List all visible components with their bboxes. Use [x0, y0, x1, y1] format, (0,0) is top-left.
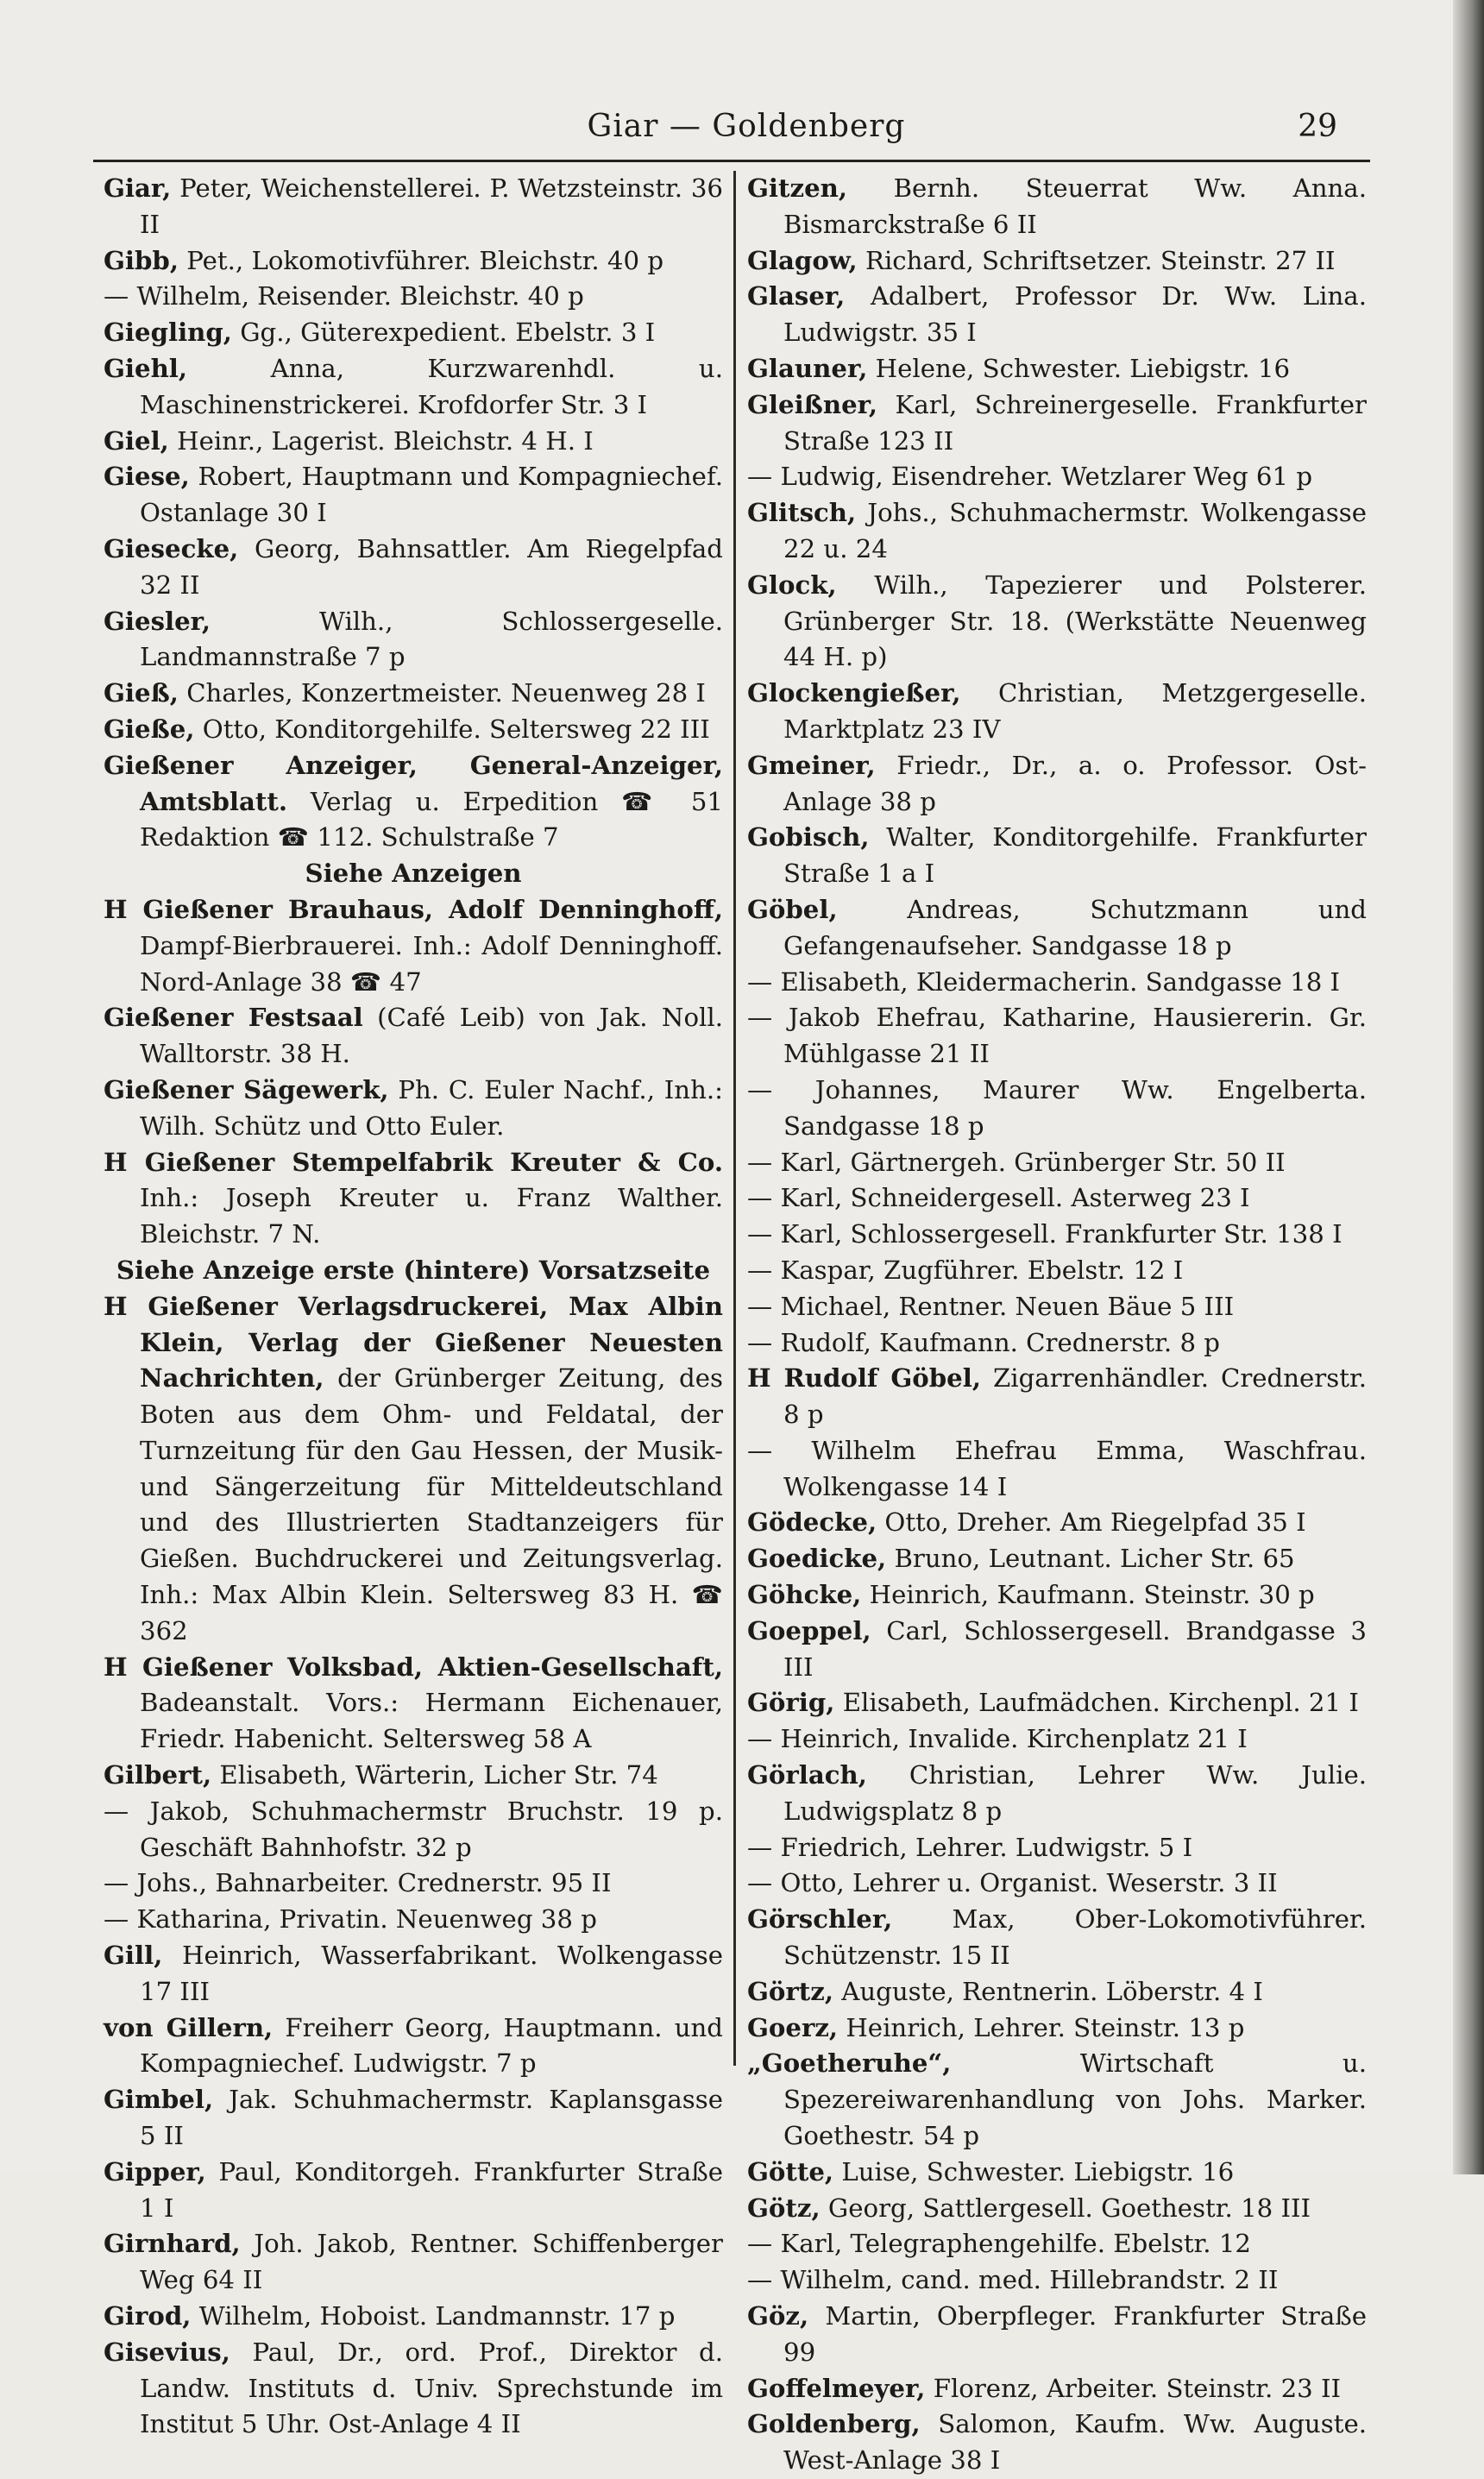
- entry-details: Elisabeth, Laufmädchen. Kirchenpl. 21 I: [834, 1688, 1359, 1718]
- directory-entry: [104, 2299, 723, 2335]
- entry-details: Verlag u. Erpedition ☎ 51 Redaktion ☎ 112. Schulstraße 7: [140, 786, 723, 853]
- entry-details: Wilh., Schlossergeselle. Landmannstraße 7 p: [140, 606, 723, 672]
- directory-entry: [104, 1253, 723, 1289]
- entry-name: Gobisch,: [747, 822, 870, 853]
- directory-entry: [104, 532, 723, 604]
- entry-details: — Wilhelm, Reisender. Bleichstr. 40 p: [104, 281, 584, 311]
- directory-entry: [747, 1000, 1367, 1073]
- entry-details: Karl, Schreinergeselle. Frankfurter Straße 123 II: [783, 389, 1367, 456]
- entry-details: Luise, Schwester. Liebigstr. 16: [833, 2156, 1235, 2186]
- entry-name: Gipper,: [104, 2156, 206, 2186]
- directory-entry: [104, 315, 723, 351]
- entry-details: — Ludwig, Eisendreher. Wetzlarer Weg 61 p: [747, 462, 1313, 492]
- entry-name: Glaser,: [747, 281, 846, 311]
- entry-details: Max, Ober-Lokomotivführer. Schützenstr. 15 II: [783, 1904, 1367, 1971]
- directory-entry: [104, 856, 723, 892]
- entry-name: Girnhard,: [104, 2229, 241, 2259]
- directory-entry: [747, 965, 1367, 1001]
- entry-details: Richard, Schriftsetzer. Steinstr. 27 II: [857, 245, 1336, 275]
- entry-details: — Jakob, Schuhmachermstr Bruchstr. 19 p. Geschäft Bahnhofstr. 32 p: [104, 1796, 723, 1862]
- directory-entry: [104, 2082, 723, 2155]
- directory-entry: [747, 1073, 1367, 1145]
- directory-entry: [104, 2226, 723, 2299]
- entry-details: Otto, Dreher. Am Riegelpfad 35 I: [877, 1507, 1306, 1538]
- directory-entry: [104, 1650, 723, 1758]
- entry-name: Goeppel,: [747, 1615, 871, 1645]
- entry-details: — Johannes, Maurer Ww. Engelberta. Sandgasse 18 p: [747, 1074, 1367, 1141]
- entry-details: Heinrich, Lehrer. Steinstr. 13 p: [838, 2012, 1245, 2042]
- directory-entry: [104, 676, 723, 712]
- directory-entry: [104, 2010, 723, 2083]
- entry-details: Elisabeth, Wärterin, Licher Str. 74: [211, 1760, 658, 1790]
- entry-name: Giar,: [104, 173, 172, 203]
- entry-name: Göz,: [747, 2301, 809, 2331]
- entry-details: Wilhelm, Hoboist. Landmannstr. 17 p: [191, 2301, 676, 2331]
- header-rule: [93, 160, 1370, 162]
- directory-entry: [104, 604, 723, 676]
- entry-name: H Gießener Verlagsdruckerei, Max Albin Klein, Verlag der Gießener Neuesten Nachrichten,: [104, 1291, 723, 1394]
- page-number: 29: [1298, 109, 1337, 144]
- entry-name: Giese,: [104, 462, 190, 492]
- entry-details: — Karl, Schneidergesell. Asterweg 23 I: [747, 1183, 1250, 1213]
- entry-name: von Gillern,: [104, 2012, 274, 2042]
- entry-details: — Friedrich, Lehrer. Ludwigstr. 5 I: [747, 1832, 1193, 1862]
- directory-entry: [747, 1361, 1367, 1433]
- page-title: Giar — Goldenberg: [587, 109, 906, 144]
- directory-entry: [104, 1000, 723, 1073]
- right-column: [747, 171, 1367, 2479]
- directory-entry: [747, 1577, 1367, 1614]
- entry-details: Heinr., Lagerist. Bleichstr. 4 H. I: [168, 425, 594, 456]
- entry-details: — Wilhelm, cand. med. Hillebrandstr. 2 II: [747, 2265, 1279, 2295]
- directory-entry: [104, 1866, 723, 1902]
- page-header: [155, 109, 1337, 152]
- entry-details: — Karl, Gärtnergeh. Grünberger Str. 50 II: [747, 1147, 1286, 1177]
- entry-name: Gleißner,: [747, 389, 878, 419]
- entry-details: Dampf-Bierbrauerei. Inh.: Adolf Denninghoff. Nord-Anlage 38 ☎ 47: [140, 930, 723, 997]
- entry-name: Gießener Festsaal: [104, 1003, 363, 1033]
- directory-entry: [747, 1830, 1367, 1866]
- entry-name: Glauner,: [747, 353, 868, 383]
- entry-details: — Johs., Bahnarbeiter. Crednerstr. 95 II: [104, 1868, 612, 1898]
- directory-entry: [104, 243, 723, 280]
- entry-name: Giesecke,: [104, 533, 239, 563]
- entry-name: Görtz,: [747, 1976, 833, 2006]
- directory-entry: [104, 424, 723, 460]
- entry-details: Christian, Metzgergeselle. Marktplatz 23 IV: [783, 678, 1367, 744]
- book-spine-shadow: [1453, 0, 1484, 2174]
- directory-entry: [747, 2155, 1367, 2191]
- entry-name: Goerz,: [747, 2012, 839, 2042]
- directory-entry: [104, 1758, 723, 1794]
- entry-details: Heinrich, Wasserfabrikant. Wolkengasse 17 III: [140, 1941, 723, 2006]
- entry-details: Gg., Güterexpedient. Ebelstr. 3 I: [231, 318, 656, 348]
- entry-details: Peter, Weichenstellerei. P. Wetzsteinstr. 36 II: [140, 173, 723, 239]
- directory-entry: [747, 1433, 1367, 1506]
- entry-details: — Jakob Ehefrau, Katharine, Hausiererin. Gr. Mühlgasse 21 II: [747, 1003, 1367, 1069]
- entry-details: Zigarrenhändler. Crednerstr. 8 p: [783, 1363, 1367, 1430]
- entry-details: Adalbert, Professor Dr. Ww. Lina. Ludwigstr. 35 I: [783, 281, 1367, 348]
- entry-details: (Café Leib) von Jak. Noll. Walltorstr. 38 H.: [140, 1003, 723, 1069]
- entry-name: Girod,: [104, 2301, 192, 2331]
- directory-entry: [104, 712, 723, 748]
- entry-name: Glockengießer,: [747, 678, 961, 708]
- entry-name: Göhcke,: [747, 1580, 862, 1610]
- directory-entry: [104, 1902, 723, 1938]
- directory-entry: [747, 459, 1367, 495]
- directory-entry: [104, 171, 723, 243]
- directory-entry: [104, 748, 723, 856]
- directory-entry: [747, 2226, 1367, 2262]
- entry-name: H Gießener Stempelfabrik Kreuter & Co.: [104, 1147, 723, 1177]
- directory-entry: [747, 892, 1367, 965]
- entry-details: — Karl, Schlossergesell. Frankfurter Str. 138 I: [747, 1219, 1343, 1249]
- entry-name: Gilbert,: [104, 1760, 212, 1790]
- directory-entry: [747, 820, 1367, 892]
- left-column: [104, 171, 723, 2443]
- entry-name: Giesler,: [104, 606, 211, 636]
- directory-entry: [747, 1505, 1367, 1541]
- entry-details: der Grünberger Zeitung, des Boten aus dem Ohm- und Feldatal, der Turnzeitung für den Gau Hessen, der Musik- und Sängerzeitung für Mitteldeutschland und des Illustrierten Stadtanzeigers für Gießen. Buchdruckerei und Zeitungsverlag. Inh.: Max Albin Klein. Seltersweg 83 H. ☎ 362: [140, 1363, 723, 1645]
- entry-details: Joh. Jakob, Rentner. Schiffenberger Weg 64 II: [140, 2229, 723, 2295]
- entry-name: Glock,: [747, 569, 837, 600]
- entry-details: Wirtschaft u. Spezereiwarenhandlung von Johs. Marker. Goethestr. 54 p: [783, 2048, 1367, 2151]
- entry-details: Jak. Schuhmachermstr. Kaplansgasse 5 II: [140, 2085, 723, 2151]
- entry-name: Goedicke,: [747, 1544, 887, 1574]
- directory-entry: [104, 1289, 723, 1650]
- entry-details: Otto, Konditorgehilfe. Seltersweg 22 III: [194, 714, 710, 744]
- directory-entry: [104, 279, 723, 315]
- entry-name: Gimbel,: [104, 2085, 214, 2115]
- entry-details: Bernh. Steuerrat Ww. Anna. Bismarckstraße 6 II: [783, 173, 1367, 239]
- directory-entry: [747, 2191, 1367, 2227]
- entry-name: Gießener Sägewerk,: [104, 1074, 389, 1104]
- directory-entry: [747, 676, 1367, 748]
- entry-details: Anna, Kurzwarenhdl. u. Maschinenstrickerei. Krofdorfer Str. 3 I: [140, 353, 723, 419]
- entry-details: — Otto, Lehrer u. Organist. Weserstr. 3 II: [747, 1868, 1278, 1898]
- entry-name: Giehl,: [104, 353, 188, 383]
- directory-entry: [747, 171, 1367, 243]
- directory-entry: [747, 2407, 1367, 2479]
- entry-details: Paul, Dr., ord. Prof., Direktor d. Landw. Instituts d. Univ. Sprechstunde im Institut 5 Uhr. Ost-Anlage 4 II: [140, 2337, 723, 2439]
- entry-name: Gieß,: [104, 678, 179, 708]
- entry-name: Görig,: [747, 1688, 835, 1718]
- entry-name: Giel,: [104, 425, 169, 456]
- directory-entry: [747, 279, 1367, 351]
- entry-name: Görlach,: [747, 1760, 867, 1790]
- directory-entry: [747, 1902, 1367, 1974]
- entry-name: Gisevius,: [104, 2337, 230, 2367]
- entry-details: — Elisabeth, Kleidermacherin. Sandgasse 18 I: [747, 966, 1341, 997]
- directory-entry: [747, 1289, 1367, 1325]
- entry-details: Wilh., Tapezierer und Polsterer. Grünberger Str. 18. (Werkstätte Neuenweg 44 H. p): [783, 569, 1367, 672]
- entry-name: Göbel,: [747, 894, 838, 924]
- directory-entry: [104, 2155, 723, 2227]
- directory-entry: [747, 1614, 1367, 1686]
- directory-entry: [747, 2371, 1367, 2407]
- directory-entry: [747, 2010, 1367, 2047]
- entry-name: Glitsch,: [747, 498, 857, 528]
- entry-details: Georg, Bahnsattler. Am Riegelpfad 32 II: [140, 533, 723, 600]
- entry-name: H Gießener Brauhaus, Adolf Denninghoff,: [104, 894, 723, 924]
- entry-details: Friedr., Dr., a. o. Professor. Ost-Anlage 38 p: [783, 750, 1367, 816]
- directory-entry: [747, 1974, 1367, 2010]
- directory-entry: [747, 748, 1367, 821]
- directory-entry: [104, 2335, 723, 2443]
- entry-details: Paul, Konditorgeh. Frankfurter Straße 1 I: [140, 2156, 723, 2223]
- entry-details: Auguste, Rentnerin. Löberstr. 4 I: [833, 1976, 1263, 2006]
- entry-name: H Gießener Volksbad, Aktien-Gesellschaft,: [104, 1652, 723, 1682]
- entry-name: „Goetheruhe“,: [747, 2048, 952, 2079]
- directory-entry: [747, 1253, 1367, 1289]
- entry-details: Inh.: Joseph Kreuter u. Franz Walther. Bleichstr. 7 N.: [140, 1183, 723, 1249]
- directory-entry: [747, 1180, 1367, 1217]
- entry-details: Freiherr Georg, Hauptmann. und Kompagniechef. Ludwigstr. 7 p: [140, 2012, 723, 2079]
- directory-entry: [747, 2262, 1367, 2299]
- entry-name: Gibb,: [104, 245, 179, 275]
- entry-name: Siehe Anzeigen: [305, 859, 522, 889]
- entry-details: Robert, Hauptmann und Kompagniechef. Ostanlage 30 I: [140, 462, 723, 528]
- directory-entry: [747, 351, 1367, 387]
- directory-entry: [104, 892, 723, 1000]
- entry-details: — Katharina, Privatin. Neuenweg 38 p: [104, 1904, 597, 1935]
- column-separator: [733, 171, 736, 2066]
- entry-details: Heinrich, Kaufmann. Steinstr. 30 p: [861, 1580, 1315, 1610]
- directory-entry: [747, 1685, 1367, 1721]
- entry-details: — Karl, Telegraphengehilfe. Ebelstr. 12: [747, 2229, 1251, 2259]
- directory-entry: [747, 243, 1367, 280]
- entry-details: Walter, Konditorgehilfe. Frankfurter Straße 1 a I: [783, 822, 1367, 889]
- directory-entry: [747, 1541, 1367, 1577]
- directory-entry: [104, 459, 723, 532]
- entry-name: H Rudolf Göbel,: [747, 1363, 981, 1394]
- entry-details: — Heinrich, Invalide. Kirchenplatz 21 I: [747, 1724, 1248, 1754]
- entry-details: Georg, Sattlergesell. Goethestr. 18 III: [820, 2193, 1311, 2223]
- entry-name: Siehe Anzeige erste (hintere) Vorsatzseite: [116, 1255, 711, 1285]
- entry-name: Glagow,: [747, 245, 858, 275]
- entry-name: Götz,: [747, 2193, 821, 2223]
- entry-details: Ph. C. Euler Nachf., Inh.: Wilh. Schütz und Otto Euler.: [140, 1074, 723, 1141]
- directory-entry: [747, 1721, 1367, 1758]
- entry-details: Florenz, Arbeiter. Steinstr. 23 II: [925, 2373, 1342, 2403]
- entry-details: Badeanstalt. Vors.: Hermann Eichenauer, Friedr. Habenicht. Seltersweg 58 A: [140, 1688, 723, 1754]
- entry-name: Gieße,: [104, 714, 195, 744]
- entry-name: Gießener Anzeiger, General-Anzeiger, Amtsblatt.: [104, 750, 723, 816]
- directory-entry: [747, 1325, 1367, 1362]
- directory-entry: [747, 2046, 1367, 2154]
- directory-entry: [104, 1794, 723, 1866]
- entry-details: Martin, Oberpfleger. Frankfurter Straße 99: [783, 2301, 1367, 2367]
- entry-name: Goffelmeyer,: [747, 2373, 926, 2403]
- entry-name: Gmeiner,: [747, 750, 876, 780]
- entry-name: Gill,: [104, 1941, 163, 1971]
- entry-details: — Kaspar, Zugführer. Ebelstr. 12 I: [747, 1255, 1184, 1285]
- directory-entry: [747, 495, 1367, 568]
- entry-details: Christian, Lehrer Ww. Julie. Ludwigsplatz 8 p: [783, 1760, 1367, 1826]
- directory-entry: [747, 1145, 1367, 1181]
- entry-details: — Wilhelm Ehefrau Emma, Waschfrau. Wolkengasse 14 I: [747, 1435, 1367, 1501]
- entry-details: Pet., Lokomotivführer. Bleichstr. 40 p: [179, 245, 664, 275]
- entry-details: Bruno, Leutnant. Licher Str. 65: [886, 1544, 1295, 1574]
- directory-entry: [747, 568, 1367, 676]
- directory-entry: [747, 1866, 1367, 1902]
- directory-entry: [104, 351, 723, 424]
- directory-entry: [104, 1145, 723, 1253]
- entry-name: Gitzen,: [747, 173, 848, 203]
- entry-details: Salomon, Kaufm. Ww. Auguste. West-Anlage 38 I: [783, 2409, 1367, 2476]
- directory-entry: [104, 1073, 723, 1145]
- directory-entry: [747, 2299, 1367, 2371]
- entry-name: Gödecke,: [747, 1507, 877, 1538]
- entry-details: — Rudolf, Kaufmann. Crednerstr. 8 p: [747, 1327, 1220, 1357]
- entry-name: Goldenberg,: [747, 2409, 921, 2439]
- entry-details: Charles, Konzertmeister. Neuenweg 28 I: [178, 678, 706, 708]
- directory-entry: [747, 1217, 1367, 1253]
- entry-name: Görschler,: [747, 1904, 893, 1935]
- entry-details: Johs., Schuhmachermstr. Wolkengasse 22 u. 24: [783, 498, 1367, 563]
- entry-name: Götte,: [747, 2156, 834, 2186]
- entry-details: — Michael, Rentner. Neuen Bäue 5 III: [747, 1291, 1235, 1321]
- entry-details: Helene, Schwester. Liebigstr. 16: [867, 353, 1291, 383]
- entry-name: Giegling,: [104, 318, 232, 348]
- directory-entry: [747, 1758, 1367, 1830]
- directory-entry: [747, 387, 1367, 460]
- directory-entry: [104, 1938, 723, 2010]
- entry-details: Andreas, Schutzmann und Gefangenaufseher. Sandgasse 18 p: [783, 894, 1367, 960]
- entry-details: Carl, Schlossergesell. Brandgasse 3 III: [783, 1615, 1367, 1682]
